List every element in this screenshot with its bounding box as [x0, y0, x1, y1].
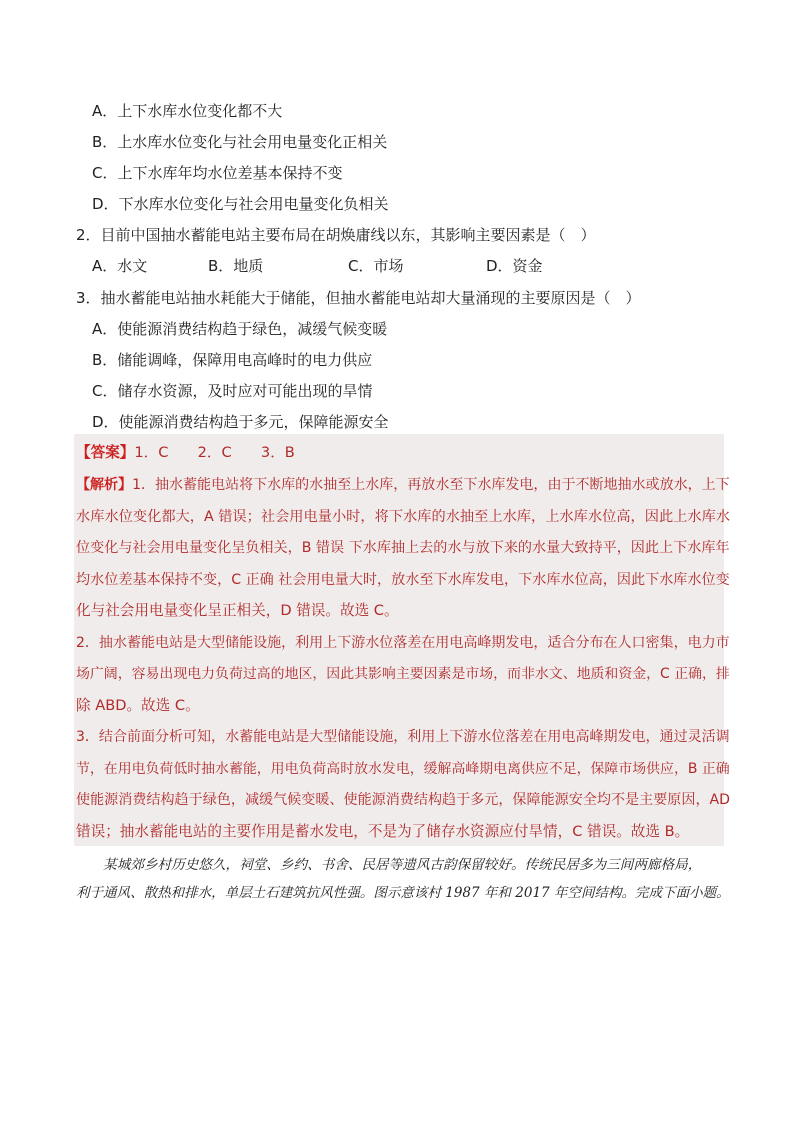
- analysis-line-10: 节，在用电负荷低时抽水蓄能，用电负荷高时放水发电，缓解高峰期电离供应不足，保障市场供应，B 正确: [76, 761, 730, 777]
- q3-option-d: D．使能源消费结构趋于多元，保障能源安全: [92, 413, 389, 431]
- q2-option-c: C．市场: [348, 257, 404, 275]
- q1-option-b: B．上水库水位变化与社会用电量变化正相关: [92, 133, 388, 151]
- analysis-line-6: 2．抽水蓄能电站是大型储能设施，利用上下游水位落差在用电高峰期发电，适合分布在人口密集，电力市: [76, 635, 730, 651]
- q3-stem: 3．抽水蓄能电站抽水耗能大于储能，但抽水蓄能电站却大量涌现的主要原因是（ ）: [76, 289, 641, 307]
- q3-option-a: A．使能源消费结构趋于绿色，减缓气候变暖: [92, 320, 388, 338]
- answer-analysis-box: [74, 434, 731, 846]
- analysis-text-1: 1．抽水蓄能电站将下水库的水抽至上水库，再放水至下水库发电，由于不断地抽水或放水，上下: [132, 477, 730, 493]
- q1-option-c: C．上下水库年均水位差基本保持不变: [92, 164, 343, 182]
- passage-line-1: 某城郊乡村历史悠久，祠堂、乡约、书舍、民居等遗风古韵保留较好。传统民居多为三间两廊格局，: [76, 857, 702, 873]
- q2-option-b: B．地质: [208, 257, 264, 275]
- q2-option-d: D．资金: [486, 257, 543, 275]
- answer-tag: 【答案】: [76, 444, 135, 461]
- answer-text: 1．C 2．C 3．B: [134, 444, 295, 461]
- analysis-line-3: 位变化与社会用电量变化呈负相关，B 错误 下水库抽上去的水与放下来的水量大致持平，因此上下水库年: [76, 540, 730, 556]
- q3-option-c: C．储存水资源，及时应对可能出现的旱情: [92, 382, 373, 400]
- q2-stem: 2．目前中国抽水蓄能电站主要布局在胡焕庸线以东，其影响主要因素是（ ）: [76, 226, 596, 244]
- analysis-line-7: 场广阔，容易出现电力负荷过高的地区，因此其影响主要因素是市场，而非水文、地质和资金，C 正确，排: [76, 666, 730, 682]
- q1-option-a: A．上下水库水位变化都不大: [92, 102, 283, 120]
- analysis-line-12: 错误；抽水蓄能电站的主要作用是蓄水发电，不是为了储存水资源应付旱情，C 错误。故选 B。: [76, 823, 690, 840]
- analysis-line-11: 使能源消费结构趋于绿色，减缓气候变暖、使能源消费结构趋于多元，保障能源安全均不是主要原因，AD: [76, 792, 730, 808]
- analysis-tag: 【解析】: [76, 477, 133, 493]
- analysis-line-1: [76, 475, 730, 495]
- analysis-line-9: 3．结合前面分析可知，水蓄能电站是大型储能设施，利用上下游水位落差在用电高峰期发电，通过灵活调: [76, 729, 730, 745]
- passage-line-2: 利于通风、散热和排水，单层土石建筑抗风性强。图示意该村 1987 年和 2017 年空间结构。完成下面小题。: [76, 885, 730, 901]
- analysis-line-2: 水库水位变化都大，A 错误；社会用电量小时，将下水库的水抽至上水库，上水库水位高，因此上水库水: [76, 509, 731, 525]
- q3-option-b: B．储能调峰，保障用电高峰时的电力供应: [92, 351, 373, 369]
- analysis-line-5: 化与社会用电量变化呈正相关，D 错误。故选 C。: [76, 602, 399, 619]
- q2-option-a: A．水文: [92, 257, 148, 275]
- analysis-line-8: 除 ABD。故选 C。: [76, 697, 200, 714]
- analysis-line-4: 均水位差基本保持不变，C 正确 社会用电量大时，放水至下水库发电，下水库水位高，因此下水库水位变: [76, 572, 730, 588]
- q1-option-d: D．下水库水位变化与社会用电量变化负相关: [92, 195, 389, 213]
- answer-line: [76, 443, 295, 463]
